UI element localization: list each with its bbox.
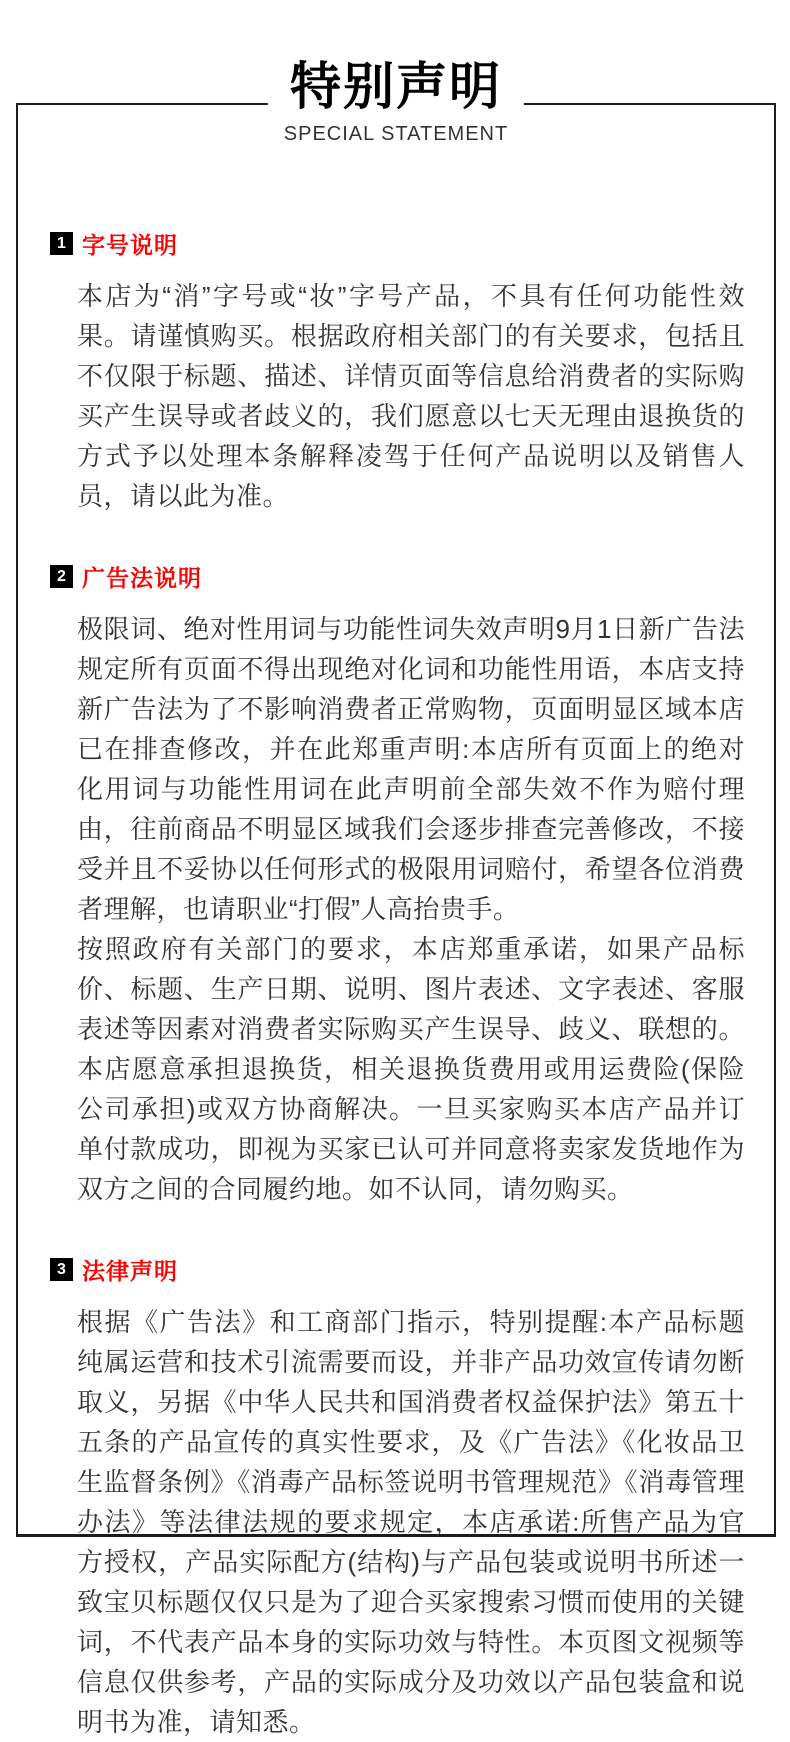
section-paragraph: 极限词、绝对性用词与功能性词失效声明9月1日新广告法规定所有页面不得出现绝对化词和功能性用语，本店支持新广告法为了不影响消费者正常购物，页面明显区域本店已在排查修改，并在此郑重声明:本店所有页面上的绝对化用词与功能性用词在此声明前全部失效不作为赔付理由，往前商品不明显区域我们会逐步排查完善修改，不接受并且不妥协以任何形式的极限用词赔付，希望各位消费者理解，也请职业“打假”人高抬贵手。 [77, 614, 745, 924]
section-legal-statement [50, 1253, 745, 1742]
page-title: 特别声明 [289, 58, 503, 115]
section-body [50, 1302, 745, 1742]
section-number-badge: 2 [50, 565, 73, 588]
section-heading: 广告法说明 [82, 565, 202, 591]
section-paragraph: 本店为“消”字号或“妆”字号产品，不具有任何功能性效果。请谨慎购买。根据政府相关部门的有关要求，包括且不仅限于标题、描述、详情页面等信息给消费者的实际购买产生误导或者歧义的，我们愿意以七天无理由退换货的方式予以处理本条解释凌驾于任何产品说明以及销售人员，请以此为准。 [77, 281, 745, 511]
special-statement-panel [16, 58, 776, 1737]
section-paragraph: 按照政府有关部门的要求，本店郑重承诺，如果产品标价、标题、生产日期、说明、图片表述、文字表述、客服表述等因素对消费者实际购买产生误导、歧义、联想的。本店愿意承担退换货，相关退换货费用或用运费险(保险公司承担)或双方协商解决。一旦买家购买本店产品并订单付款成功，即视为买家已认可并同意将卖家发货地作为双方之间的合同履约地。如不认同，请勿购买。 [77, 934, 745, 1204]
section-heading: 字号说明 [82, 232, 178, 258]
section-header [50, 1253, 745, 1286]
statement-header [268, 58, 524, 145]
section-advertising-law-statement [50, 560, 745, 1209]
section-number-badge: 3 [50, 1258, 73, 1281]
page-subtitle: SPECIAL STATEMENT [283, 123, 509, 145]
section-number-badge: 1 [50, 232, 73, 255]
statement-content [18, 105, 774, 1742]
section-font-size-statement [50, 227, 745, 516]
section-body [50, 609, 745, 1209]
section-paragraph: 根据《广告法》和工商部门指示，特别提醒:本产品标题纯属运营和技术引流需要而设，并非产品功效宣传请勿断取义，另据《中华人民共和国消费者权益保护法》第五十五条的产品宣传的真实性要求，及《广告法》《化妆品卫生监督条例》《消毒产品标签说明书管理规范》《消毒管理办法》等法律法规的要求规定，本店承诺:所售产品为官方授权，产品实际配方(结构)与产品包装或说明书所述一致宝贝标题仅仅只是为了迎合买家搜索习惯而使用的关键词，不代表产品本身的实际功效与特性。本页图文视频等信息仅供参考，产品的实际成分及功效以产品包装盒和说明书为准，请知悉。 [77, 1307, 745, 1737]
section-body [50, 276, 745, 516]
section-header [50, 227, 745, 260]
section-header [50, 560, 745, 593]
section-heading: 法律声明 [82, 1258, 178, 1284]
